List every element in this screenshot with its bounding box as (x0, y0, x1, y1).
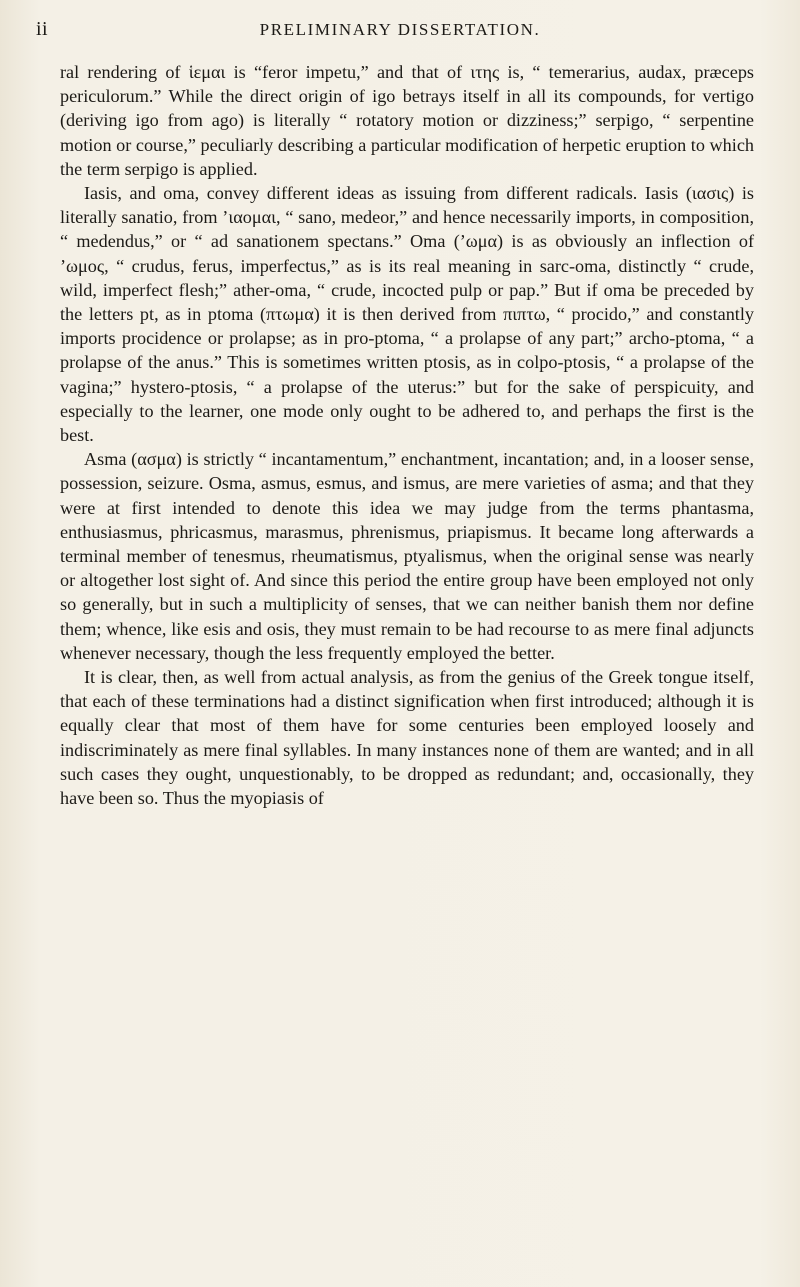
page-number: ii (36, 18, 49, 40)
paragraph-2: Iasis, and oma, convey different ideas as issuing from different radicals. Iasis (ιασις) is literally sanatio, from ’ιαομαι, “ sano, medeor,” and hence necessarily imports, in composition, “ medendus,” or “ ad sanationem spectans.” Oma (’ωμα) is as obviously an inflection of ’ωμος, “ crudus, ferus, imperfectus,” as is its real meaning in sarc-oma, distinctly “ crude, wild, imperfect flesh;” ather-oma, “ crude, incocted pulp or pap.” But if oma be preceded by the letters pt, as in ptoma (πτωμα) it is then derived from πιπτω, “ procido,” and constantly imports procidence or prolapse; as in pro-ptoma, “ a prolapse of any part;” archo-ptoma, “ a prolapse of the anus.” This is sometimes written ptosis, as in colpo-ptosis, “ a prolapse of the vagina;” hystero-ptosis, “ a prolapse of the uterus:” but for the sake of perspicuity, and especially to the learner, one mode only ought to be adhered to, and perhaps the first is the best. (60, 183, 754, 446)
running-title: PRELIMINARY DISSERTATION. (259, 20, 541, 39)
paragraph-1: ral rendering of ἱεμαι is “feror impetu,” and that of ιτης is, “ temerarius, audax, præceps periculorum.” While the direct origin of igo betrays itself in all its compounds, for vertigo (deriving igo from ago) is literally “ rotatory motion or dizziness;” serpigo, “ serpentine motion or course,” peculiarly describing a particular modification of herpetic eruption to which the term serpigo is applied. (60, 62, 754, 179)
paragraph-3: Asma (ασμα) is strictly “ incantamentum,” enchantment, incantation; and, in a looser sense, possession, seizure. Osma, asmus, esmus, and ismus, are mere varieties of asma; and that they were at first intended to denote this idea we may judge from the terms phantasma, enthusiasmus, phricasmus, marasmus, phrenismus, priapismus. It became long afterwards a terminal member of tenesmus, rheumatismus, ptyalismus, when the original sense was nearly or altogether lost sight of. And since this period the entire group have been employed not only so generally, but in such a multiplicity of senses, that we can neither banish them nor define them; whence, like esis and osis, they must remain to be had recourse to as mere final adjuncts whenever necessary, though the less frequently employed the better. (60, 449, 754, 663)
body-text (60, 60, 754, 810)
running-head (0, 18, 800, 48)
paragraph-4: It is clear, then, as well from actual analysis, as from the genius of the Greek tongue itself, that each of these terminations had a distinct signification when first introduced; although it is equally clear that most of them have for some centuries been employed loosely and indiscriminately as mere final syllables. In many instances none of them are wanted; and in all such cases they ought, unquestionably, to be dropped as redundant; and, occasionally, they have been so. Thus the myopiasis of (60, 667, 754, 809)
